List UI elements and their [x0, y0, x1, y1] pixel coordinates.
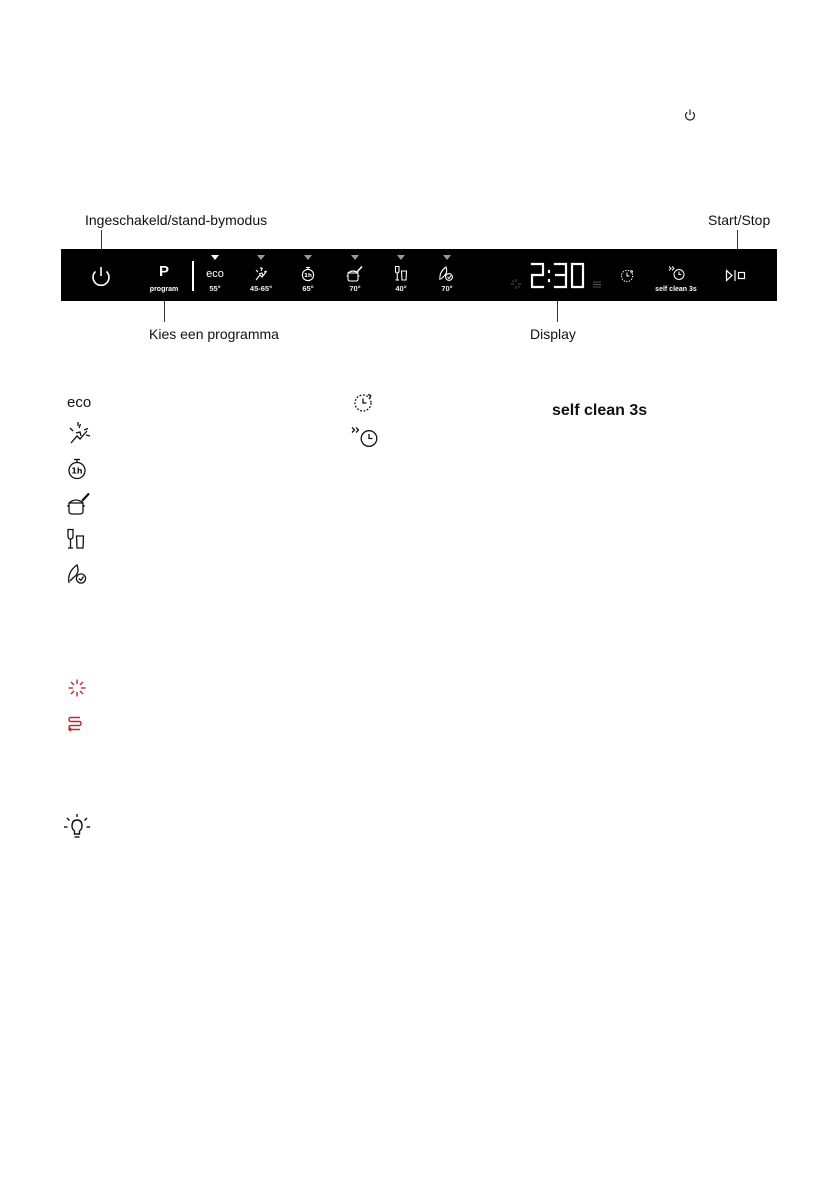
legend-eco-text: eco	[67, 394, 92, 411]
selected-indicator	[211, 255, 219, 260]
program-quick-button[interactable]	[293, 249, 323, 301]
self-clean-clock-icon	[351, 426, 379, 448]
legend-self-clean-text: self clean 3s	[552, 402, 648, 419]
display-time-text	[61, 249, 62, 250]
program-temp: 70°	[349, 284, 361, 293]
stopwatch-1h-icon	[300, 265, 316, 282]
glass-icon	[66, 528, 86, 550]
control-panel	[61, 249, 777, 301]
program-pots-button[interactable]	[340, 249, 370, 301]
stopwatch-1h-icon	[66, 457, 88, 480]
display-digits	[530, 262, 586, 290]
rinse-aid-indicator-icon	[510, 278, 522, 290]
program-temp: 70°	[441, 284, 453, 293]
intensive-icon	[66, 421, 92, 445]
program-eco-button[interactable]	[199, 249, 231, 301]
self-clean-button[interactable]	[648, 249, 704, 301]
callout-power: Ingeschakeld/stand-bymodus	[85, 212, 268, 228]
pot-icon	[346, 265, 364, 282]
hygiene-icon	[438, 265, 456, 282]
leader-display	[557, 298, 558, 322]
intensive-icon	[253, 266, 269, 282]
svg-text:1h: 1h	[304, 273, 312, 280]
rinse-aid-icon	[67, 678, 87, 698]
delay-start-icon[interactable]	[619, 268, 635, 284]
self-clean-clock-icon	[668, 265, 686, 281]
pot-icon	[66, 492, 92, 516]
program-temp: 65°	[302, 284, 314, 293]
program-indicator	[257, 255, 265, 260]
program-temp: 45-65°	[249, 284, 273, 293]
salt-indicator-icon	[592, 279, 602, 289]
lightbulb-icon	[62, 812, 92, 842]
program-indicator	[351, 255, 359, 260]
eco-label: eco	[206, 268, 224, 280]
callout-start-stop: Start/Stop	[708, 212, 771, 228]
program-intensive-button[interactable]	[244, 249, 278, 301]
callout-display: Display	[530, 326, 576, 342]
program-label: program	[149, 286, 179, 293]
program-indicator	[443, 255, 451, 260]
program-hygiene-button[interactable]	[432, 249, 462, 301]
salt-icon	[67, 715, 83, 733]
program-indicator	[397, 255, 405, 260]
callout-program: Kies een programma	[149, 326, 279, 342]
delay-start-icon	[352, 392, 374, 414]
self-clean-label: self clean 3s	[655, 286, 697, 293]
program-letter: P	[158, 263, 169, 280]
hygiene-icon	[66, 563, 90, 585]
power-icon	[684, 108, 696, 122]
program-indicator	[304, 255, 312, 260]
power-button[interactable]	[89, 264, 113, 288]
program-temp: 40°	[395, 284, 407, 293]
program-temp: 55°	[209, 284, 221, 293]
program-glass-button[interactable]	[386, 249, 416, 301]
start-stop-button[interactable]	[725, 269, 747, 282]
svg-text:1h: 1h	[71, 466, 83, 476]
program-divider	[192, 261, 194, 291]
program-button[interactable]	[143, 249, 185, 301]
glass-icon	[394, 265, 408, 282]
